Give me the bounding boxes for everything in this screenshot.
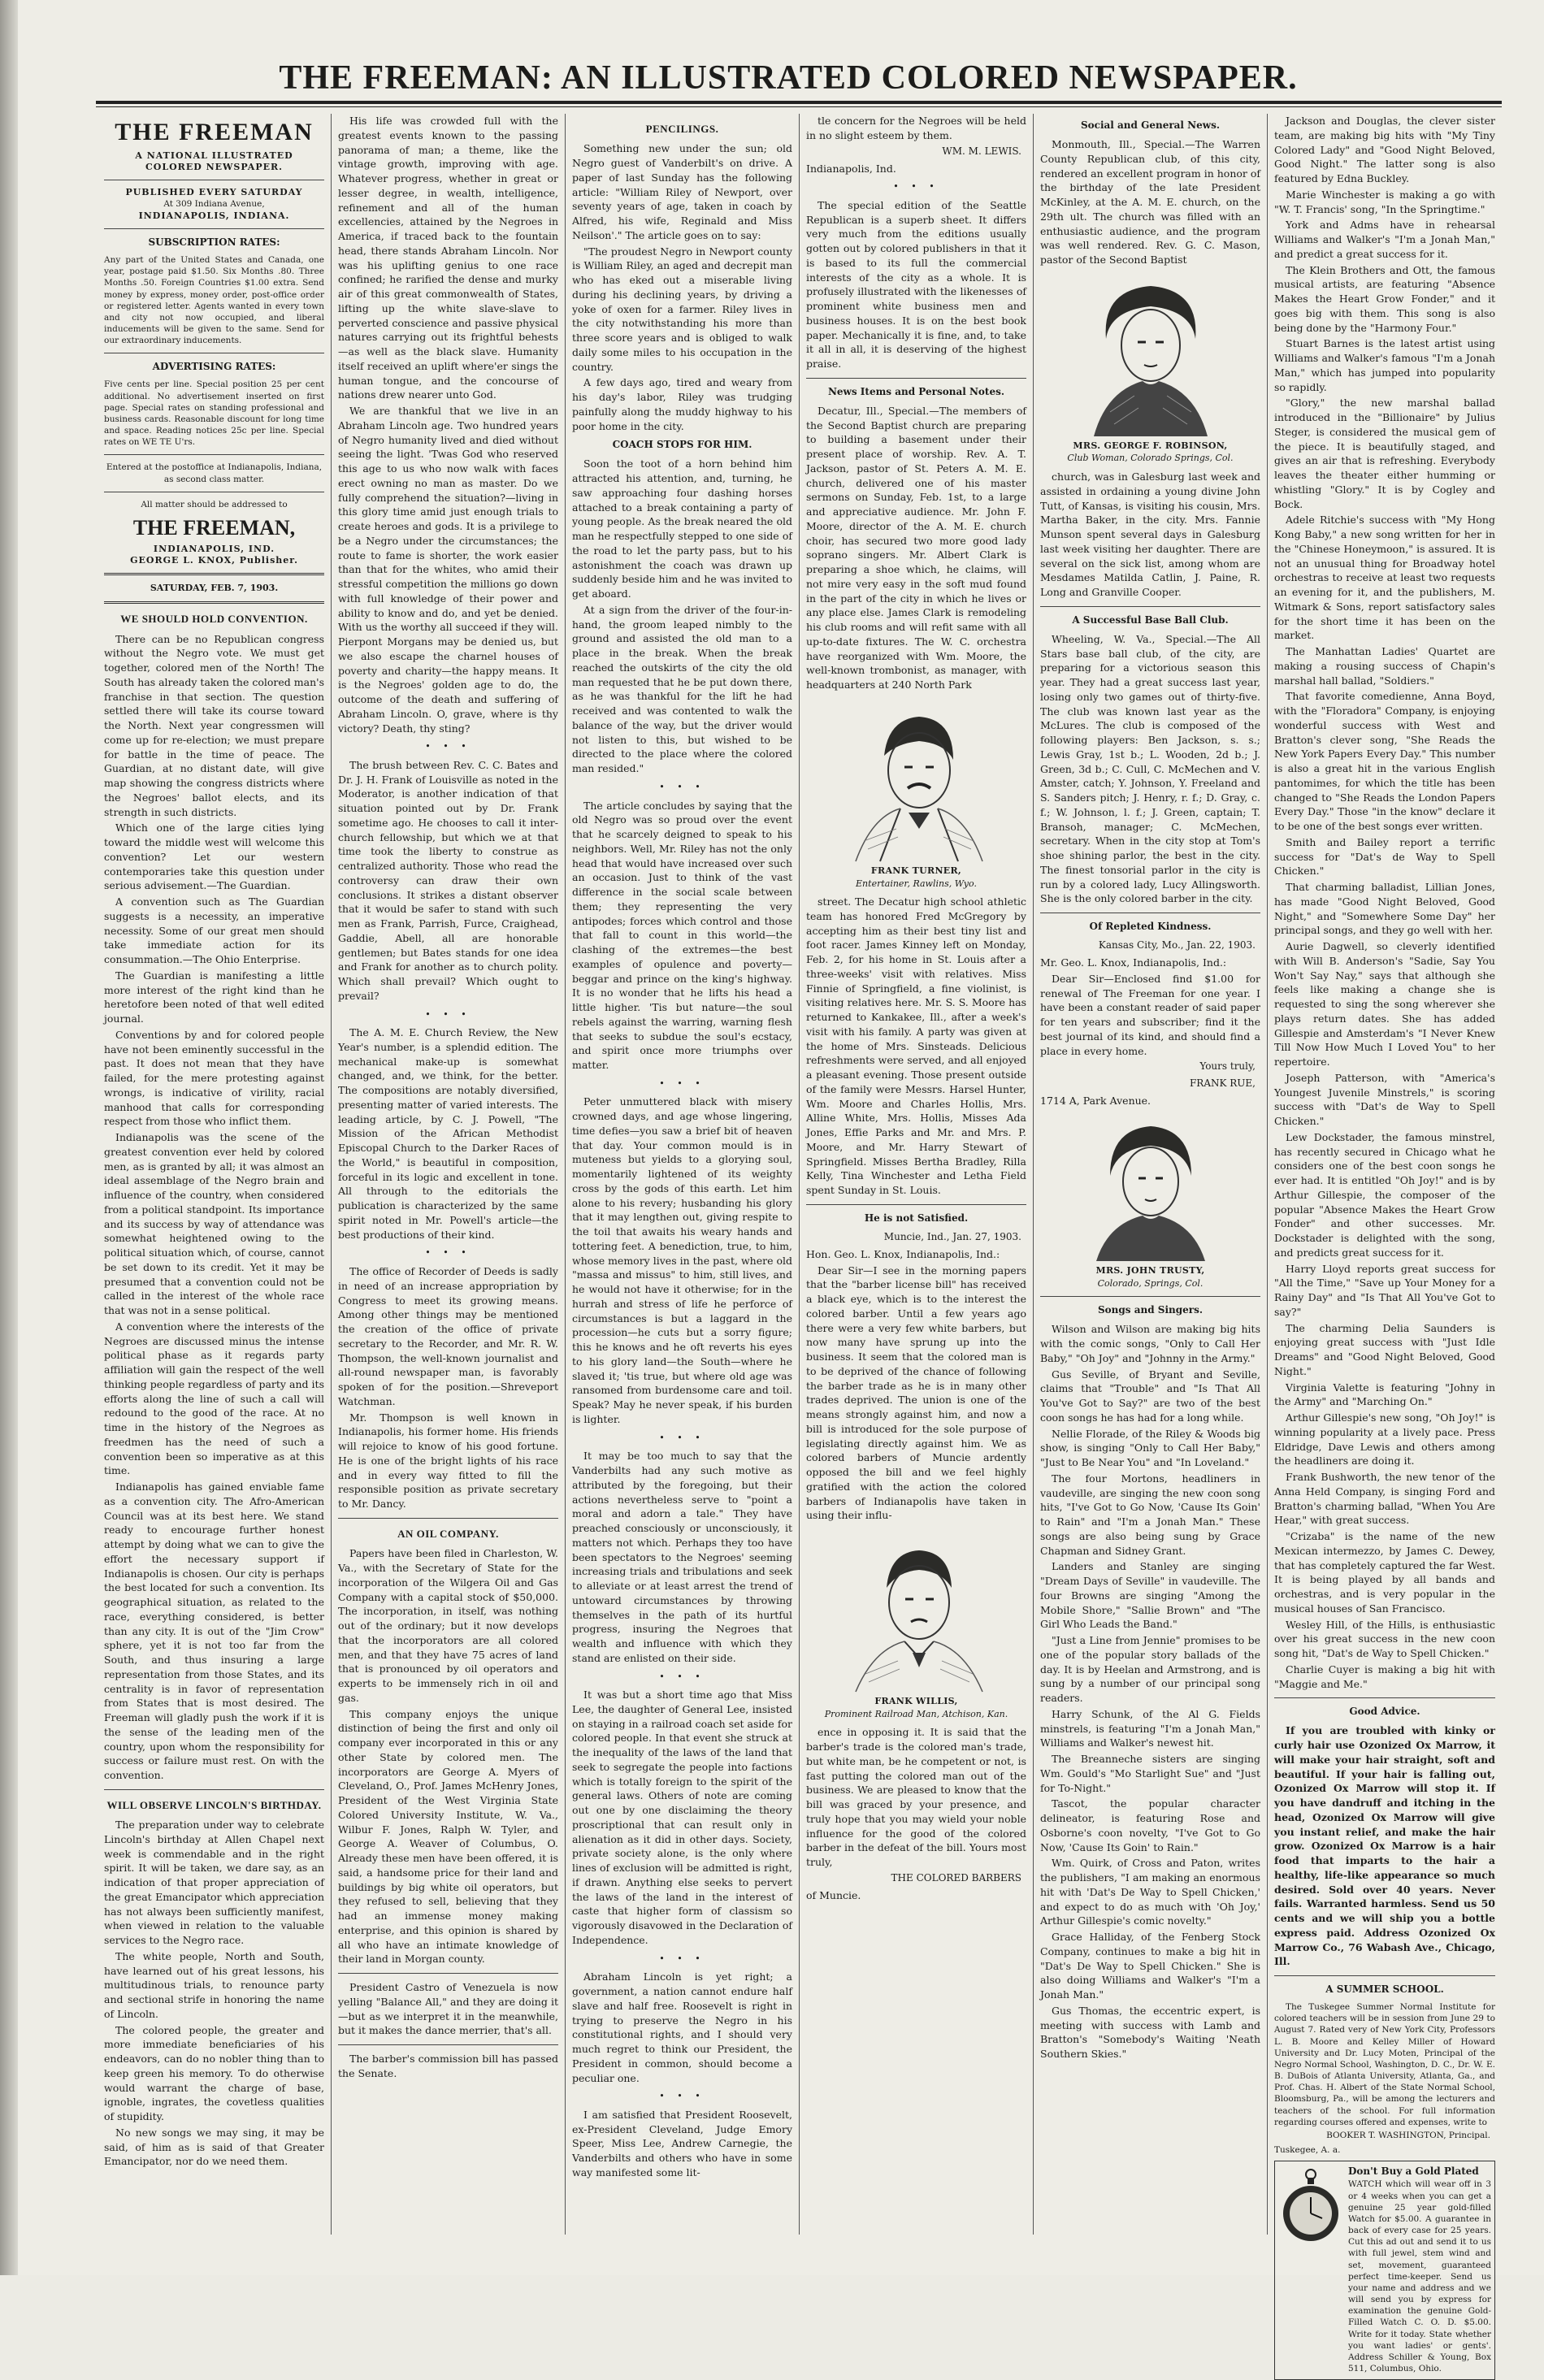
pocket-watch-icon xyxy=(1278,2165,1343,2246)
paragraph: That charming balladist, Lillian Jones, has made "Good Night Beloved, Good Night," and "Somewhere Some Day" her principal songs, and they go well with her. xyxy=(1274,881,1495,937)
paragraph: Joseph Patterson, with "America's Youngest Juvenile Minstrels," is scoring success with "Dat's de Way to Spell Chicken." xyxy=(1274,1071,1495,1127)
caption-name: FRANK WILLIS, xyxy=(874,1696,958,1707)
address-line-2: INDIANAPOLIS, INDIANA. xyxy=(138,210,290,221)
caption-role: Entertainer, Rawlins, Wyo. xyxy=(856,878,977,889)
paragraph: "The proudest Negro in Newport county is William Riley, an aged and decrepit man who has eked out a miserable living during his declining years, by driving a yoke of oxen for a farmer. Riley lives in the city notwithstanding his more than three score years and is obliged to walk daily some miles to his occupation in the country. xyxy=(572,245,792,373)
paragraph: The colored people, the greater and more immediate beneficiaries of his endeavors, can do no nobler thing than to keep green his memory. To do otherwise would warrant the charge of base, ignoble, ingrates, the covetless qualities of stupidity. xyxy=(104,2023,324,2123)
dateline: Muncie, Ind., Jan. 27, 1903. xyxy=(883,1230,1021,1242)
divider xyxy=(1040,606,1260,607)
paragraph: A convention where the interests of the Negroes are discussed minus the intense political phase as it regards party affiliation will gain the respect of the well thinking people regardless of party and its efforts along the line of such a call will redound to the good of the race. At no time in the history of the Negroes as freedmen has the need of such a convention been so imperative as at this time. xyxy=(104,1320,324,1477)
paragraph: A convention such as The Guardian suggests is a necessity, an imperative necessity. Some of our great men should take immediate action for its consummation.—The Ohio Enterprise. xyxy=(104,895,324,965)
paragraph: Wilson and Wilson are making big hits with the comic songs, "Only to Call Her Baby," "Oh Joy" and "Johnny in the Army." xyxy=(1040,1323,1260,1364)
paragraph: Gus Thomas, the eccentric expert, is meeting with success with Lamb and Bratton's "Somebody's Waiting 'Neath Southern Skies." xyxy=(1040,2004,1260,2061)
caption-name: FRANK TURNER, xyxy=(870,865,962,876)
paragraph: Decatur, Ill., Special.—The members of the Second Baptist church are preparing to building a basement under their present place of worship. Rev. A. T. Jackson, pastor of St. Peters A. M. E. church, delivered one of his master sermons on Sunday, Feb. 1st, to a large and appreciative audience. Mr. John F. Moore, director of the A. M. E. church choir, has secured two more good lady soprano singers. Mr. Albert Clark is preparing a shoe which, he claims, will not mire very easy in the soft mud found in the part of the city in which he lives or any place else. James Clark is remodeling his club rooms and will refit same with all up-to-date fixtures. The W. C. orchestra have reorganized with Wm. Moore, the well-known trombonist, as manager, with headquarters at 240 North Park xyxy=(806,404,1026,691)
advertising-heading: ADVERTISING RATES: xyxy=(152,361,276,373)
page-left-edge xyxy=(0,0,18,2275)
paragraph: "Just a Line from Jennie" promises to be one of the popular story ballads of the day. It is by Heelan and Armstrong, and is sung by a number of our principal song readers. xyxy=(1040,1634,1260,1705)
paragraph: I am satisfied that President Roosevelt, ex-President Cleveland, Judge Emory Speer, Miss Lee, Andrew Carnegie, the Vanderbilts and others who have in some way manifested some lit- xyxy=(572,2108,792,2178)
paragraph: The Manhattan Ladies' Quartet are making a rousing success of Chapin's marshal hall ballad, "Soldiers." xyxy=(1274,645,1495,687)
paragraph: street. The Decatur high school athletic team has honored Fred McGregory by accepting him as their best tiny list and foot racer. James Kinney left on Monday, Feb. 2, for his home in St. Louis after a three-weeks' visit with relatives. Miss Finnie of Springfield, a fine violinist, is visiting relatives here. Mr. S. S. Moore has returned to Kankakee, Ill., after a week's visit with his family. A party was given at the home of Mrs. Sinsteads. Delicious refreshments were served, and all enjoyed a pleasant evening. Those present outside of the family were Messrs. Harsel Hunter, Wm. Moore and Charles Hollis, Mrs. Alline White, Mrs. Hollis, Misses Ada Jones, Effie Parks and Mr. and Mrs. P. Moore, and Mr. Harry Stewart of Springfield. Misses Bertha Bradley, Rilla Kelly, Tina Winchester and Letha Field spent Sunday in St. Louis. xyxy=(806,895,1026,1197)
portrait-mrs-robinson xyxy=(1069,274,1232,436)
paragraph: Gus Seville, of Bryant and Seville, claims that "Trouble" and "Is That All You've Got to Say?" are two of the best coon songs he has had for a long while. xyxy=(1040,1368,1260,1424)
paper-title: THE FREEMAN xyxy=(115,119,314,145)
portrait-frank-turner xyxy=(823,699,1010,861)
paragraph: York and Adms have in rehearsal Williams and Walker's "I'm a Jonah Man," and predict a great success for it. xyxy=(1274,219,1495,260)
headline-not-satisfied: He is not Satisfied. xyxy=(864,1212,969,1224)
double-rule xyxy=(104,601,324,604)
separator-dots: • • • xyxy=(659,1671,705,1682)
paragraph: Papers have been filed in Charleston, W. Va., with the Secretary of State for the incorporation of the Wilgera Oil and Gas Company with a capital stock of $50,000. The incorporation, in itself, was nothing out of the ordinary; but it now develops that the incorporators are all colored men, and that they have 75 acres of land that is pronounced by oil operators and experts to be immensely rich in oil and gas. xyxy=(338,1547,558,1704)
paper-city: INDIANAPOLIS, IND. xyxy=(153,543,275,554)
separator-dots: • • • xyxy=(659,1953,705,1964)
paragraph: No new songs we may sing, it may be said, of him as is said of that Greater Emancipator, nor do we need them. xyxy=(104,2126,324,2168)
headline-pencilings: PENCILINGS. xyxy=(645,123,719,135)
subscription-text: Any part of the United States and Canada, one year, postage paid $1.50. Six Months .80. Three Months .50. Foreign Countries $1.00 extra. Send money by express, money order, post-office order or registered letter. Agents wanted in every town and city not now occupied, and liberal inducements will be given to the same. Send for our extraordinary inducements. xyxy=(104,254,324,346)
paragraph: Adele Ritchie's success with "My Hong Kong Baby," a new song written for her in the "Chinese Honeymoon," is assured. It is not an unusual thing for Broadway hotel orchestras to receive at least two requests an evening for it, and the publishers, M. Witmark & Sons, report satisfactory sales for the short time it has been on the market. xyxy=(1274,514,1495,642)
caption-role: Prominent Railroad Man, Atchison, Kan. xyxy=(824,1708,1008,1719)
paragraph: Conventions by and for colored people have not been eminently successful in the past. It does not mean that they have failed, for the mere protesting against wrongs, is indicative of virility, racial manhood that calls for corresponding respect from those who inflict them. xyxy=(104,1028,324,1128)
signature: BOOKER T. WASHINGTON, Principal. xyxy=(1326,2130,1490,2140)
paragraph: The brush between Rev. C. C. Bates and Dr. J. H. Frank of Louisville as noted in the Moderator, is another indication of that situation pointed out by Dr. Frank sometime ago. He chooses to call it inter-church fellowship, but which we at that time took the liberty to construe as centralized authority. Those who read the controversy can draw their own conclusions. It strikes a distant observer that it would be safer to stand with such men as Frank, Parrish, Furce, Craighead, Gaddie, Abell, all are honorable gentlemen; but Bates stands for one idea and Frank for another as to church polity. Which shall prevail? Which ought to prevail? xyxy=(338,758,558,1002)
paragraph: The Guardian is manifesting a little more interest of the right kind than he heretofore been noted of that well edited journal. xyxy=(104,969,324,1025)
paragraph: Harry Lloyd reports great success for "All the Time," "Save up Your Money for a Rainy Day" and "Is That All You've Got to say?" xyxy=(1274,1262,1495,1318)
column-5 xyxy=(1034,114,1268,2235)
paragraph: His life was crowded full with the greatest events known to the passing panorama of man; a theme, like the vintage growth, improving with age. Whatever progress, whether in great or lesser degree, in wealth, intelligence, refinement and all of the human excellencies, attained by the Negroes in America, if traced back to the fountain head, there stands Abraham Lincoln. Nor was his uplifting genius to one race confined; he rarified the dense and murky air of this great commonwealth of States, lifting up the white slave-slave to perverted conscience and passive physical natures carrying out its frightful behests—as well as the black slave. Humanity itself received an uplift where'er sings the human tongue, and the concourse of nations drew nearer unto God. xyxy=(338,115,558,401)
caption-name: MRS. GEORGE F. ROBINSON, xyxy=(1073,440,1228,451)
watch-ad-text: WATCH which will wear off in 3 or 4 weeks when you can get a genuine 25 year gold-filled Watch for $5.00. A guarantee in back of every case for 25 years. Cut this ad out and send it to us with full jewel, stem wind and set, movement, guaranteed perfect time-keeper. Send us your name and address and we will send you by express for examination the genuine Gold-Filled Watch C. O. D. $5.00. Write for it today. State whether you want ladies' or gents'. Address Schiller & Young, Box 511, Columbus, Ohio. xyxy=(1348,2179,1491,2374)
paragraph: The four Mortons, headliners in vaudeville, are singing the new coon song hits, "I've Got to Go Now, 'Cause Its Goin' to Rain" and "I'm a Jonah Man." These songs are also being sung by Grace Chapman and Sidney Grant. xyxy=(1040,1472,1260,1557)
headline-convention: WE SHOULD HOLD CONVENTION. xyxy=(120,613,308,626)
divider xyxy=(338,2044,558,2045)
paragraph: It may be too much to say that the Vanderbilts had any such motive as attributed by the foregoing, but their actions nevertheless serve to "point a moral and adorn a tale." They have preached consciously or unconsciously, it matters not which. Perhaps they too have been spectators to the Negroes' seeming increasing trials and tribulations and seek to alleviate or at least arrest the trend of untoward circumstances by throwing themselves in the path of its hurtful progress, insuring the Negroes that wealth and influence with which they stand are enlisted on their side. xyxy=(572,1450,792,1664)
separator-dots: • • • xyxy=(659,1077,705,1089)
masthead-rule xyxy=(96,101,1502,104)
paragraph: The white people, North and South, have learned out of his great lessons, his multitudinous trials, to renounce party and sectional strife in honoring the name of Lincoln. xyxy=(104,1949,324,2020)
headline-songs-singers: Songs and Singers. xyxy=(1097,1304,1204,1316)
paragraph: Lew Dockstader, the famous minstrel, has recently secured in Chicago what he considers one of the best coon songs he ever had. It is entitled "Oh Joy!" and is by Arthur Gillespie, the composer of the popular "Absence Makes the Heart Grow Fonder" and other successes. Mr. Dockstader is delighted with the song, and predicts great success for it. xyxy=(1274,1130,1495,1259)
column-6 xyxy=(1268,114,1502,2374)
paragraph: Harry Schunk, of the Al G. Fields minstrels, is featuring "I'm a Jonah Man," Williams and Walker's newest hit. xyxy=(1040,1707,1260,1749)
column-2 xyxy=(332,114,566,2235)
paragraph: The special edition of the Seattle Republican is a superb sheet. It differs very much from the editions usually gotten out by colored publishers in that it is based to its full the commercial interests of the city as a whole. It is profusely illustrated with the likenesses of prominent white business men and business houses. It is on the best book paper. Mechanically it is fine, and, to take it all in all, it is deserving of the highest praise. xyxy=(806,198,1026,371)
watch-ad-heading: Don't Buy a Gold Plated xyxy=(1348,2165,1479,2178)
paragraph: Virginia Valette is featuring "Johny in the Army" and "Marching On." xyxy=(1274,1381,1495,1408)
separator-dots: • • • xyxy=(425,1247,471,1259)
paragraph: Indianapolis has gained enviable fame as a convention city. The Afro-American Council was at its best here. We stand ready to encourage further honest attempt by doing what we can to give the effort the necessary support if Indianapolis is chosen. Our city is perhaps the best located for such a convention. Its geographical situation, as related to the race, everything considered, is better than any city. It is out of the "Jim Crow" sphere, yet it is not too far from the South, and thus insuring a large representation from those States, and its centrality is in favor of representation from States that is most desired. The Freeman will gladly push the work if it is the sense of the leading men of the country, upon whom the responsibility for success or failure must rest. On with the convention. xyxy=(104,1480,324,1781)
paragraph: tle concern for the Negroes will be held in no slight esteem by them. xyxy=(806,115,1026,141)
paragraph: There can be no Republican congress without the Negro vote. We must get together, colored men of the North! The South has already taken the colored man's franchise in that section. The question settled there will take its course toward the North. Next year congressmen will come up for re-election; we must prepare for battle in the time of peace. The Guardian, at no distant date, will give map showing the congress districts where the Negroes' ballot elects, and its strength in such districts. xyxy=(104,632,324,818)
divider xyxy=(1040,1296,1260,1297)
paragraph: Arthur Gillespie's new song, "Oh Joy!" is winning popularity at a lively pace. Press Eldridge, Dave Lewis and others among the headliners are doing it. xyxy=(1274,1411,1495,1467)
paragraph: The charming Delia Saunders is enjoying great success with "Just Idle Dreams" and "Good Night Beloved, Good Night." xyxy=(1274,1321,1495,1377)
paragraph: That favorite comedienne, Anna Boyd, with the "Floradora" Company, is enjoying wonderful success with West and Bratton's clever song, "She Reads the New York Papers Every Day." This number is also a great hit in the various English pantomimes, for which the title has been changed to "She Reads the London Papers Every Day." Those "in the know" declare it to be one of the best songs ever written. xyxy=(1274,690,1495,832)
paragraph: Indianapolis was the scene of the greatest convention ever held by colored men, as is granted by all; it was almost an ideal assemblage of the Negro brain and influence of the country, when considered from a political standpoint. Its importance and its success by way of attendance was somewhat heightened owing to the political situation which, of course, cannot be set down to its credit. Yet it may be presumed that a convention could not be called in the interest of the whole race that was not in a sense political. xyxy=(104,1131,324,1316)
paper-subtitle-1: A NATIONAL ILLUSTRATED xyxy=(135,150,293,161)
publisher-line: GEORGE L. KNOX, Publisher. xyxy=(130,555,298,566)
separator-dots: • • • xyxy=(893,181,939,193)
paragraph: President Castro of Venezuela is now yelling "Balance All," and they are doing it—but as we interpret it in the meanwhile, but it makes the dance merrier, that's all. xyxy=(338,1981,558,2037)
paragraph: At a sign from the driver of the four-in-hand, the groom leaped nimbly to the ground and assisted the old man to a place in the break. When the break reached the outskirts of the city the old man requested that he be put down there, as he was thankful for the lift he had received and was contented to walk the balance of the way, but the driver would not listen to this, but wished to be directed to the place where the colored man resided." xyxy=(572,603,792,775)
salutation: Hon. Geo. L. Knox, Indianapolis, Ind.: xyxy=(806,1247,1000,1260)
subscription-heading: SUBSCRIPTION RATES: xyxy=(148,236,280,248)
column-4 xyxy=(800,114,1034,2235)
subheading-coach: COACH STOPS FOR HIM. xyxy=(612,439,752,451)
paragraph: Dear Sir—Enclosed find $1.00 for renewal of The Freeman for one year. I have been a constant reader of said paper for ten years and subscriber; find it the best journal of its kind, and should find a place in every home. xyxy=(1040,972,1260,1057)
paragraph: A few days ago, tired and weary from his day's labor, Riley was trudging painfully along the muddy highway to his poor home in the city. xyxy=(572,376,792,432)
salutation: Mr. Geo. L. Knox, Indianapolis, Ind.: xyxy=(1040,956,1227,969)
paragraph: Stuart Barnes is the latest artist using Williams and Walker's famous "I'm a Jonah Man," which has jumped into popularity so rapidly. xyxy=(1274,337,1495,393)
masthead-rule-thin xyxy=(96,106,1502,107)
portrait-frank-willis xyxy=(823,1529,1010,1692)
paragraph: Aurie Dagwell, so cleverly identified with Will B. Anderson's "Sadie, Say You Won't Say Nay," says that although she feels like making a change she is requested to sing the song wherever she plays return dates. She has added Gillespie and Amsterdam's "I Never Knew Till Now How Much I Loved You" to her repertoire. xyxy=(1274,940,1495,1068)
paragraph: Wm. Quirk, of Cross and Paton, writes the publishers, "I am making an enormous hit with 'Dat's De Way to Spell Chicken,' and expect to do as much with 'Oh Joy,' Arthur Gillespie's comic novelty." xyxy=(1040,1857,1260,1927)
paragraph: Dear Sir—I see in the morning papers that the "barber license bill" has received a black eye, which is to the interest the colored barber. Until a few years ago there were a very few white barbers, but now many have sprung up into the business. It seem that the colored man is to be deprived of the chance of following the barber trade as he is in many other trades deprived. The union is one of the means strongly against him, and now a bill is introduced for the sole purpose of legislating directly against him. We as colored barbers of Muncie ardently opposed the bill and we feel highly gratified with the action the colored barbers of Indianapolis have taken in using their influ- xyxy=(806,1264,1026,1522)
paragraph: The article concludes by saying that the old Negro was so proud over the event that he scarcely deigned to speak to his neighbors. Well, Mr. Riley has not the only head that would have increased over such an occasion. Just to think of the vast difference in the social scale between them; they representing the very antipodes; forces which control and those that fall to count in this world—the clashing of the extremes—the best examples of opulence and poverty—beggar and prince on the king's highway. It is no wonder that he lifts his head a little higher. 'Tis but nature—the soul rebels against the warring, warning flesh that seeks to subdue the soul's ecstacy, and spirit once more triumphs over matter. xyxy=(572,799,792,1072)
advertising-text: Five cents per line. Special position 25 per cent additional. No advertisement inserted on first page. Special rates on standing professional and business cards. Reasonable discount for long time and space. Reading notices 25c per line. Special rates on WE TE U'rs. xyxy=(104,379,324,448)
caption-role: Club Woman, Colorado Springs, Col. xyxy=(1067,453,1234,464)
headline-summer-school: A SUMMER SCHOOL. xyxy=(1325,1983,1444,1996)
entered-notice: Entered at the postoffice at Indianapolis, Indiana, as second class matter. xyxy=(106,462,323,484)
paragraph: church, was in Galesburg last week and assisted in ordaining a young divine John Tutt, of Kansas, is visiting his cousin, Mrs. Martha Baker, in the city. Mrs. Fannie Munson spent several days in Galesburg last week visiting her daughter. There are several on the sick list, among whom are Mesdames Matilda Catlin, J. Paine, R. Long and Granville Cooper. xyxy=(1040,470,1260,598)
portrait-mrs-trusty xyxy=(1073,1115,1228,1261)
separator-dots: • • • xyxy=(425,741,471,752)
divider xyxy=(338,1973,558,1974)
double-rule xyxy=(104,573,324,575)
divider xyxy=(104,454,324,455)
separator-dots: • • • xyxy=(425,1008,471,1020)
ad-ox-marrow: If you are troubled with kinky or curly hair use Ozonized Ox Marrow, it will make your hair straight, soft and beautiful. If your hair is falling out, Ozonized Ox Marrow will stop it. If you have dandruff and itching in the head, Ozonized Ox Marrow will give you instant relief, and make the hair grow. Ozonized Ox Marrow is a hair food that imparts to the hair a healthy, life-like appearance so much desired. Sold over 40 years. Never fails. Warranted harmless. Send us 50 cents and we will ship you a bottle express paid. Address Ozonized Ox Marrow Co., 76 Wabash Ave., Chicago, Ill. xyxy=(1274,1724,1495,1968)
headline-lincoln: WILL OBSERVE LINCOLN'S BIRTHDAY. xyxy=(106,1798,322,1811)
signature: FRANK RUE, xyxy=(1189,1077,1256,1090)
headline-base-ball: A Successful Base Ball Club. xyxy=(1072,613,1229,626)
divider xyxy=(806,378,1026,379)
paragraph: "Glory," the new marshal ballad introduced in the "Billionaire" by Julius Steger, is considered the musical gem of the piece. It is beautifully staged, and gives an air that is refreshing. Everybody leaves the theater either humming or whistling "Glory." It is by Cogley and Bock. xyxy=(1274,397,1495,510)
paragraph: It was but a short time ago that Miss Lee, the daughter of General Lee, insisted on staying in a railroad coach set aside for colored people. In that event she struck at the inequality of the laws of the land that seek to segregate the people into factions which is totally foreign to the spirit of the general laws. Others of note are coming out one by one disclaiming the theory proscriptional that can result only in alienation as it did in other days. Society, private society alone, is the only where lines of exclusion will be admitted is right, if drawn. Anything else seeks to pervert the laws of the land in the interest of caste that higher form of classism so vigorously disavowed in the Declaration of Independence. xyxy=(572,1689,792,1946)
dateline: Kansas City, Mo., Jan. 22, 1903. xyxy=(1098,939,1256,952)
paragraph: Wesley Hill, of the Hills, is enthusiastic over his great success in the new coon song hit, "Dat's de Way to Spell Chicken." xyxy=(1274,1618,1495,1659)
column-3 xyxy=(566,114,800,2235)
paragraph: "Crizaba" is the name of the new Mexican intermezzo, by James C. Dewey, that has completely captured the far West. It is being played by all bands and orchestras, and is very popular in the musical houses of San Francisco. xyxy=(1274,1530,1495,1615)
masthead-title: THE FREEMAN: AN ILLUSTRATED COLORED NEWSPAPER. xyxy=(279,59,1298,97)
paragraph: ence in opposing it. It is said that the barber's trade is the colored man's trade, but white man, be he competent or not, is fast putting the colored man out of the business. We are pleased to know that the bill was graced by your presence, and truly hope that you may wield your noble influence for the good of the colored barber in the defeat of the bill. Yours most truly, xyxy=(806,1726,1026,1869)
paragraph: Marie Winchester is making a go with "W. T. Francis' song, "In the Springtime." xyxy=(1274,188,1495,215)
headline-news-items: News Items and Personal Notes. xyxy=(827,385,1005,397)
paragraph: Something new under the sun; old Negro guest of Vanderbilt's on drive. A paper of last Sunday has the following article: "William Riley of Newport, over seventy years of age, taken in coach by Alfred, his wife, Reginald and Miss Neilson'." The article goes on to say: xyxy=(572,142,792,241)
published-line: PUBLISHED EVERY SATURDAY xyxy=(125,187,303,198)
headline-social-news: Social and General News. xyxy=(1080,119,1221,131)
paragraph: Grace Halliday, of the Fenberg Stock Company, continues to make a big hit in "Dat's De Way to Spell Chicken." She is also doing Williams and Walker's "I'm a Jonah Man." xyxy=(1040,1931,1260,2001)
paragraph: The Tuskegee Summer Normal Institute for colored teachers will be in session from June 29 to August 7. Rated very of New York City, Professors L. B. Moore and Kelley Miller of Howard University and Dr. Lucy Moten, Principal of the Negro Normal School, Washington, D. C., Dr. W. E. B. DuBois of Atlanta University, Atlanta, Ga., and Prof. Chas. H. Albert of the State Normal School, Bloomsburg, Pa., will be among the lecturers and teachers of the school. For full information regarding courses offered and expenses, write to xyxy=(1274,2002,1495,2127)
divider xyxy=(1274,1975,1495,1976)
paragraph: Tascot, the popular character delineator, is featuring Rose and Osborne's coon novelty, "I've Got to Go Now, 'Cause Its Goin' to Rain." xyxy=(1040,1797,1260,1853)
signature: THE COLORED BARBERS xyxy=(891,1871,1021,1884)
signature-address: 1714 A, Park Avenue. xyxy=(1040,1095,1151,1108)
paragraph: This company enjoys the unique distinction of being the first and only oil company ever incorporated in this or any other State by colored men. The incorporators are George A. Myers of Cleveland, O., Prof. James McHenry Jones, President of the West Virginia State Colored University Institute, W. Va., Wilbur F. Jones, Ralph W. Tyler, and George A. Weaver of Columbus, O. Already these men have been offered, it is said, a handsome price for their land and buildings by big white oil operators, but they refused to sell, believing that they had an immense money making enterprise, and this opinion is shared by all who have an intimate knowledge of their land in Morgan county. xyxy=(338,1707,558,1966)
headline-oil-company: AN OIL COMPANY. xyxy=(397,1527,499,1540)
paragraph: The office of Recorder of Deeds is sadly in need of an increase appropriation by Congress to meet its growing means. Among other things may be mentioned the creation of the office of private secretary to the Recorder, and Mr. R. W. Thompson, the well-known journalist and all-round newspaper man, is favorably spoken of for the position.—Shreveport Watchman. xyxy=(338,1265,558,1407)
paragraph: Which one of the large cities lying toward the middle west will welcome this convention? Let our western contemporaries take this question under serious advisement.—The Guardian. xyxy=(104,822,324,892)
paragraph: Monmouth, Ill., Special.—The Warren County Republican club, of this city, rendered an excellent program in honor of the birthday of the late President McKinley, at the A. M. E. church, on the 29th ult. The church was filled with an enthusiastic audience, and the program was well rendered. Rev. G. C. Mason, pastor of the Second Baptist xyxy=(1040,138,1260,267)
paragraph: The preparation under way to celebrate Lincoln's birthday at Allen Chapel next week is commendable and in the right spirit. It will be taken, we dare say, as an indication of that proper appreciation of the great Emancipator which appreciation has not always been sufficiently manifest, when viewed in relation to the valuable services to the Negro race. xyxy=(104,1819,324,1947)
caption-name: MRS. JOHN TRUSTY, xyxy=(1095,1265,1205,1277)
paragraph: Landers and Stanley are singing "Dream Days of Seville" in vaudeville. The four Browns are singing "Among the Mobile Shore," "Sallie Brown" and "The Girl Who Leads the Band." xyxy=(1040,1560,1260,1631)
paragraph: Jackson and Douglas, the clever sister team, are making big hits with "My Tiny Colored Lady" and "Good Night Beloved, Good Night." The latter song is also featured by Edna Buckley. xyxy=(1274,115,1495,184)
paragraph: Abraham Lincoln is yet right; a government, a nation cannot endure half slave and half free. Roosevelt is right in trying to preserve the Negro in his constitutional rights, and I should very much regret to think our President, the President in common, should become a peculiar one. xyxy=(572,1970,792,2084)
divider xyxy=(806,1204,1026,1205)
paragraph: We are thankful that we live in an Abraham Lincoln age. Two hundred years of Negro humanity lived and died without seeing the light. 'Twas God who reserved this age to us who now walk with faces erect owning no man as master. Do we fully comprehend the situation?—living in this glory time amid just enough trials to create heroes and gods. It is a privilege to be a Negro under the circumstances; the route to fame is shorter, the work easier than that for the whites, who amid their stressful competition the millions go down with full knowledge of their power and ability to know and do, and yet be denied. With us the worthy all succeed if they will. Pierpont Morgans may be denied us, but we also escape the charnel houses of poverty and charity—the happy means. It is the Negroes' golden age to do, the outcome of the death and suffering of Abraham Lincoln. O, grave, where is thy victory? Death, thy sting? xyxy=(338,405,558,735)
signature-location: Tuskegee, A. a. xyxy=(1274,2145,1341,2156)
paragraph: Soon the toot of a horn behind him attracted his attention, and, turning, he saw approaching four dashing horses attached to a break containing a party of young people. As the break neared the old man he respectfully stepped to one side of the road to let the party pass, but to his astonishment the coach was drawn up suddenly beside him and he was invited to get aboard. xyxy=(572,457,792,600)
paragraph: The Klein Brothers and Ott, the famous musical artists, are featuring "Absence Makes the Heart Grow Fonder," and it goes big with them. This song is also being done by the "Harmony Four." xyxy=(1274,263,1495,334)
address-to: All matter should be addressed to xyxy=(141,499,288,509)
divider xyxy=(104,228,324,229)
closing: Yours truly, xyxy=(1199,1060,1256,1073)
divider xyxy=(338,1518,558,1519)
paragraph: Smith and Bailey report a terrific success for "Dat's de Way to Spell Chicken." xyxy=(1274,835,1495,878)
paragraph: Charlie Cuyer is making a big hit with "Maggie and Me." xyxy=(1274,1663,1495,1690)
paper-title-2: THE FREEMAN, xyxy=(132,515,296,540)
column-1 xyxy=(98,114,332,2235)
paragraph: Wheeling, W. Va., Special.—The All Stars base ball club, of the city, are preparing for a victorious season this year. They had a great success last year, losing only two games out of thirty-five. The club was known last year as the McLures. The club is composed of the following players: Ben Jackson, s. s.; Lewis Gray, 1st b.; L. Wooden, 2d b.; J. Green, 3d b.; C. Cull, C. McMechen and V. Amster, catch; Y. Johnson, Y. Freeland and S. Sanders pitch; J. Henry, r. f.; D. Gray, c. f.; W. Johnson, l. f.; J. Green, captain; T. Bransoh, manager; C. McMechen, secretary. When in the city stop at Tom's shoe shining parlor, the best in the city. The finest tonsorial parlor in the city is run by a colored lady, Lucy Allingsworth. She is the only colored barber in the city. xyxy=(1040,632,1260,905)
headline-good-advice: Good Advice. xyxy=(1349,1706,1420,1718)
paragraph: The Breanneche sisters are singing Wm. Gould's "Mo Starlight Sue" and "Just for To-Night." xyxy=(1040,1753,1260,1794)
signature-location: Indianapolis, Ind. xyxy=(806,162,896,175)
watch-advertisement xyxy=(1274,2161,1495,2380)
issue-date: SATURDAY, FEB. 7, 1903. xyxy=(150,583,279,594)
paragraph: Mr. Thompson is well known in Indianapolis, his former home. His friends will rejoice to know of his good fortune. He is one of the bright lights of his race and in every way fitted to fill the responsible position as private secretary to Mr. Dancy. xyxy=(338,1411,558,1511)
paper-subtitle-2: COLORED NEWSPAPER. xyxy=(145,161,283,172)
paragraph: The barber's commission bill has passed the Senate. xyxy=(338,2053,558,2079)
divider xyxy=(104,1789,324,1790)
paragraph: Frank Bushworth, the new tenor of the Anna Held Company, is singing Ford and Bratton's charming ballad, "When You Are Hear," with great success. xyxy=(1274,1471,1495,1527)
paragraph: Nellie Florade, of the Riley & Woods big show, is singing "Only to Call Her Baby," "Just to Be Near You" and "In Loveland." xyxy=(1040,1427,1260,1469)
address-line-1: At 309 Indiana Avenue, xyxy=(163,199,265,210)
paragraph: The A. M. E. Church Review, the New Year's number, is a splendid edition. The mechanical make-up is somewhat changed, and, we think, for the better. The compositions are notably diversified, presenting matter of varied interests. The leading article, by C. J. Powell, "The Mission of the African Methodist Episcopal Church to the Darker Races of the World," is beautiful in composition, forceful in its logic and excellent in tone. All through to the editorials the publication is characterized by the same spirit noted in Mr. Powell's article—the best productions of their kind. xyxy=(338,1026,558,1241)
signature-location: of Muncie. xyxy=(806,1888,861,1901)
separator-dots: • • • xyxy=(659,2091,705,2102)
separator-dots: • • • xyxy=(659,1432,705,1443)
columns xyxy=(98,114,1502,2374)
paragraph: Peter unmuttered black with misery crowned days, and age whose lingering, time defies—you saw a brief bit of heaven that day. Your common mould is in muteness but yields to a glorying soul, momentarily lightened of its weighty cross by the gods of this earth. Let him alone to his revery; husbanding his glory that it may lengthen out, giving respite to the toil that awaits his weary hands and tottering feet. A benediction, true, to him, whose memory lives in the past, where old "massa and missus" to him, still lives, and he would not have it otherwise; for in the hurrah and stress of life he perforce of circumstances is but a laggard in the procession—he cuts but a sorry figure; this he knows and he oft reverts his eyes to his glory land—the South—where he slaved it; 'tis true, but where old age was ransomed from burdensome care and toil. Speak? May he never speak, if his burden is lighter. xyxy=(572,1095,792,1425)
divider xyxy=(1274,1697,1495,1698)
caption-role: Colorado, Springs, Col. xyxy=(1097,1277,1204,1289)
signature: WM. M. LEWIS. xyxy=(942,145,1021,157)
separator-dots: • • • xyxy=(659,781,705,792)
headline-kindness: Of Repleted Kindness. xyxy=(1089,921,1212,933)
